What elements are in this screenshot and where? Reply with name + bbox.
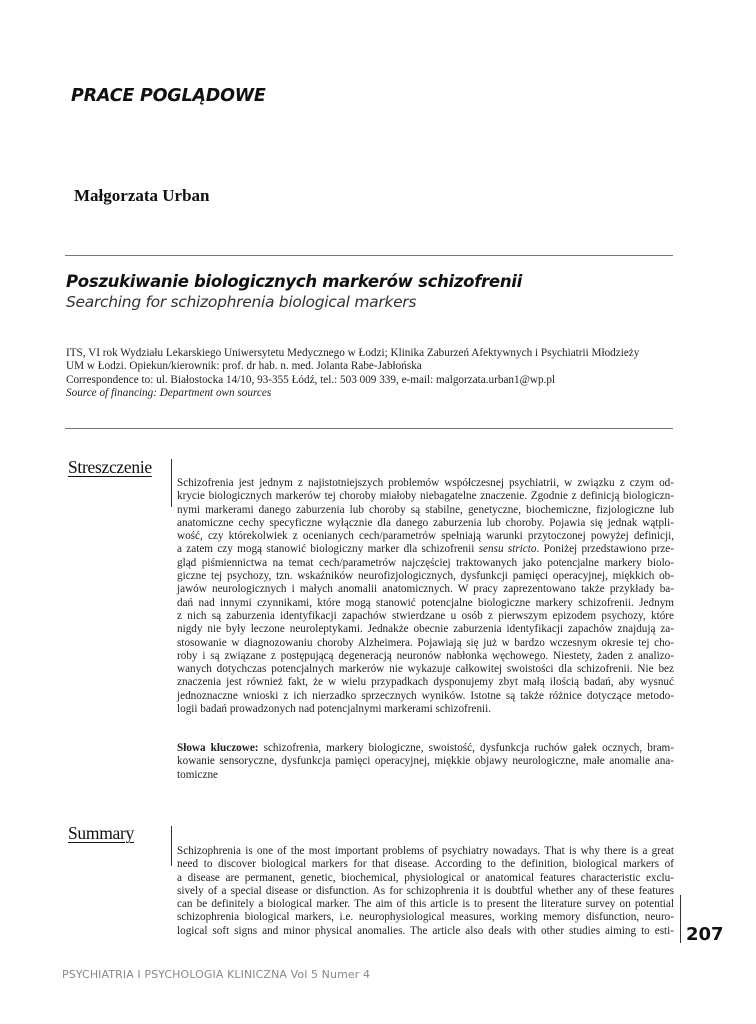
abstract-heading-polish: Streszczenie: [68, 457, 152, 477]
affiliation-block: [66, 347, 676, 400]
text-line: schizophrenia biological markers, i.e. neurophysiological measures, working memory disfunction, neuro-: [177, 911, 674, 924]
page-number-bar: [680, 895, 681, 943]
article-title-english: Searching for schizophrenia biological markers: [66, 293, 417, 311]
correspondence-line: Correspondence to: ul. Białostocka 14/10, 93-355 Łódź, tel.: 503 009 339, e-mail: malgorzata.urban1@wp.pl: [66, 373, 556, 386]
text-line: krycie biologicznych markerów tej choroby miałoby niebagatelne znaczenie. Zgodnie z definicją biologiczn-: [177, 490, 674, 503]
keywords-label: Słowa kluczowe:: [177, 742, 259, 754]
text-segment: . Poniżej przedstawiono prze-: [536, 543, 675, 556]
text-line: Schizophrenia is one of the most important problems of psychiatry nowadays. That is why there is a great: [177, 845, 674, 857]
text-line: sively of a special disease or disfunction. As for schizophrenia it is doubtful whether any of these features: [177, 884, 674, 897]
article-title-polish: Poszukiwanie biologicznych markerów schizofrenii: [66, 272, 522, 291]
heading-bar: [171, 459, 172, 507]
text-line: z nich są zaburzenia identyfikacji zapachów stwierdzane u osób z pierwszym epizodem psychozy, które: [177, 609, 674, 622]
text-line: need to discover biological markers for that disease. According to the definition, biological markers of: [177, 858, 674, 871]
text-line: wość, czy którekolwiek z ocenianych cech/parametrów spełniają warunki przytoczonej powyżej definicji,: [177, 530, 674, 543]
text-line: logical soft signs and minor physical anomalies. The article also deals with other studies aiming to esti-: [177, 924, 674, 937]
text-line: kowanie sensoryczne, dysfunkcja pamięci operacyjnej, miękkie objawy neurologiczne, małe anomalie ana-: [177, 755, 674, 768]
author-name: Małgorzata Urban: [74, 186, 210, 205]
financing-line: Source of financing: Department own sources: [66, 386, 272, 399]
text-line: logii badań prowadzonych nad potencjalnymi markerami schizofrenii.: [177, 703, 492, 716]
text-line: jawów neurologicznych i małych anomalii anatomicznych. W pracy zaprezentowano także przykłady ba-: [177, 583, 674, 596]
affiliation-line: ITS, VI rok Wydziału Lekarskiego Uniwersytetu Medycznego w Łodzi; Klinika Zaburzeń Afektywnych i Psychiatrii Młodzieży: [66, 347, 640, 359]
abstract-heading-english: Summary: [68, 823, 134, 843]
journal-footer: PSYCHIATRIA I PSYCHOLOGIA KLINICZNA Vol 5 Numer 4: [62, 968, 371, 981]
text-line: nigdy nie były leczone neuroleptykami. Jednakże obecnie zaburzenia identyfikacji zapachów znajdują za-: [177, 623, 674, 636]
divider-middle: [65, 428, 673, 429]
abstract-english-text: [177, 845, 674, 938]
text-line: [177, 742, 674, 755]
text-line: znaczenia jest również fakt, że w wielu przypadkach dysponujemy zbyt małą ilością badań, aby wysnuć: [177, 676, 674, 689]
keywords-text: schizofrenia, markery biologiczne, swoistość, dysfunkcja ruchów gałek ocznych, bram-: [258, 742, 674, 754]
text-line: dań nad innymi czynnikami, które mogą stanowić potencjalne biologiczne markery schizofrenii. Jednym: [177, 596, 674, 609]
section-label: PRACE POGLĄDOWE: [71, 86, 266, 106]
text-line: jednoznaczne wnioski z ich nierzadko sprzecznych wyników. Istotne są także różnice dotyczące metodo-: [177, 689, 674, 702]
text-line: anatomiczne cechy specyficzne wyłącznie dla danego zaburzenia lub choroby. Pojawia się jednak wątpli-: [177, 516, 674, 529]
text-line: [177, 543, 674, 556]
text-line: Schizofrenia jest jednym z najistotniejszych problemów współczesnej psychiatrii, w związku z czym od-: [177, 477, 674, 489]
text-line: can be definitely a biological marker. The aim of this article is to present the literature survey on potential: [177, 898, 674, 911]
text-line: gląd piśmiennictwa na temat cech/parametrów najczęściej traktowanych jako potencjalne markery biolo-: [177, 556, 674, 569]
keywords-polish: [177, 742, 674, 782]
text-line: a disease are permanent, genetic, biochemical, physiological or anatomical features characteristic exclu-: [177, 871, 674, 884]
abstract-polish-text: [177, 477, 674, 716]
text-segment: a zatem czy mogą stanowić biologiczny marker dla schizofrenii: [177, 543, 479, 556]
latin-phrase: sensu stricto: [478, 543, 537, 556]
text-line: stosowanie w diagnozowaniu choroby Alzheimera. Pojawiają się już w bardzo wczesnym okresie tej cho-: [177, 636, 674, 649]
text-line: roby i są związane z postępującą degeneracją neuronów nabłonka węchowego. Niestety, żaden z analizo-: [177, 649, 674, 662]
text-line: wanych dotychczas potencjalnych markerów nie wykazuje całkowitej swoistości dla schizofrenii. Nie bez: [177, 663, 674, 676]
text-line: giczne tej psychozy, tzn. wskaźników neurofizjologicznych, dysfunkcji pamięci operacyjnej, miękkich ob-: [177, 570, 674, 583]
page-number: 207: [686, 924, 724, 945]
affiliation-line: UM w Łodzi. Opiekun/kierownik: prof. dr hab. n. med. Jolanta Rabe-Jabłońska: [66, 360, 422, 373]
text-line: tomiczne: [177, 768, 219, 781]
divider-top: [65, 255, 673, 256]
heading-bar: [171, 826, 172, 866]
text-line: nymi markerami danego zaburzenia lub choroby są stabilne, genetyczne, biochemiczne, fizjologiczne lub: [177, 503, 674, 516]
